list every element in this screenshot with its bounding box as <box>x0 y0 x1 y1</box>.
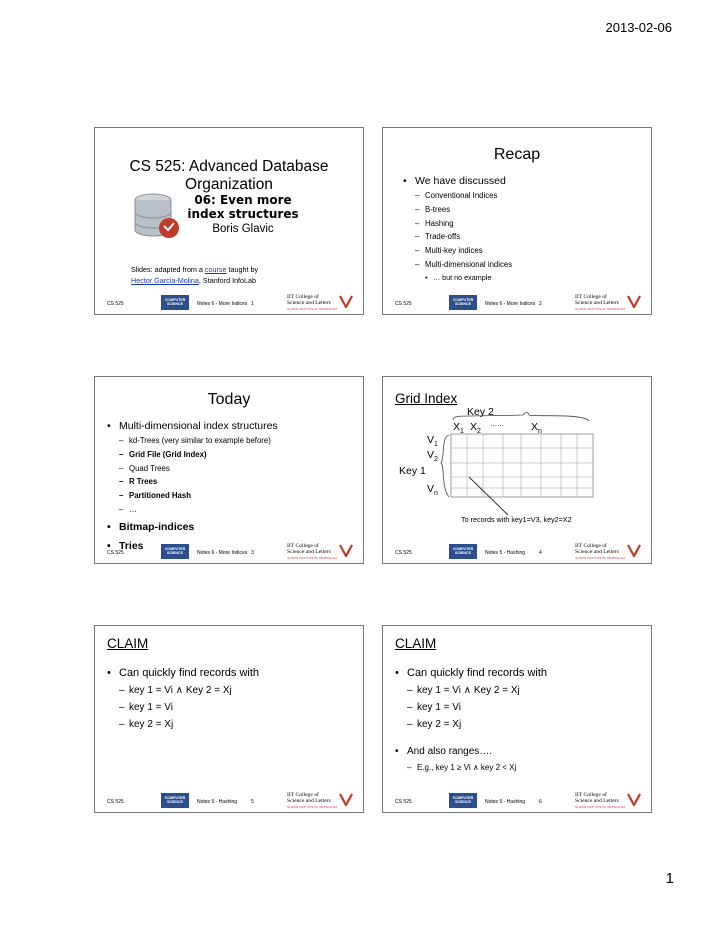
grid-diagram <box>383 377 651 563</box>
list-item: – Partitioned Hash <box>107 489 357 503</box>
list-item: – kd-Trees (very similar to example before) <box>107 434 357 448</box>
footer-notes: Notes 6 - More Indices <box>197 301 248 307</box>
cs-logo: COMPUTER SCIENCE <box>449 295 477 310</box>
footer-number: 3 <box>251 550 254 556</box>
list-item: – key 1 = Vi ∧ Key 2 = Xj <box>107 682 357 699</box>
iit-logo-icon <box>339 793 353 806</box>
list-item: – … <box>107 503 357 517</box>
slide-title: CS 525: Advanced Database Organization <box>129 158 329 193</box>
slide-title: Recap <box>493 146 541 163</box>
footer-notes: Notes 6 - More Indices <box>485 301 536 307</box>
iit-line2: Science and Letters <box>575 797 619 804</box>
grid-frame <box>451 434 593 497</box>
pointer-line <box>469 477 508 515</box>
iit-logo-icon <box>339 544 353 557</box>
cs-logo: COMPUTER SCIENCE <box>449 793 477 808</box>
author-link[interactable]: Hector Garcia-Molina <box>131 275 199 285</box>
footer-number: 2 <box>539 301 542 307</box>
slide-footer <box>95 792 363 812</box>
footer-course: CS 525 <box>107 799 124 805</box>
iit-line2: Science and Letters <box>287 548 331 555</box>
slide-subtitle: 06: Even more index structures <box>187 193 299 221</box>
iit-logo-text <box>575 793 619 804</box>
list-item: – Hashing <box>403 217 643 231</box>
xn-sub: n <box>538 428 542 436</box>
iit-logo-text <box>287 544 331 555</box>
iit-logo-text <box>287 793 331 804</box>
page-number: 1 <box>665 870 674 887</box>
course-link[interactable]: course <box>204 265 227 274</box>
footer-notes: Notes 5 - Hashing <box>485 799 526 805</box>
vn-sub: n <box>434 490 438 498</box>
list-item: – Multi-key indices <box>403 244 643 258</box>
footer-course: CS 525 <box>107 550 124 556</box>
page-date: 2013-02-06 <box>605 20 672 35</box>
cs-logo: COMPUTER SCIENCE <box>449 544 477 559</box>
iit-logo-text <box>575 544 619 555</box>
footer-number: 1 <box>251 301 254 307</box>
author: Boris Glavic <box>212 223 274 235</box>
slide-footer <box>383 543 651 563</box>
list-item: – key 2 = Xj <box>395 716 645 733</box>
list-item: • We have discussed <box>403 174 643 189</box>
x1-sub: 1 <box>460 428 464 436</box>
iit-logo-icon <box>627 793 641 806</box>
v2-text: V <box>427 449 435 461</box>
bullet-list <box>107 664 357 733</box>
slide-title: Grid Index <box>395 391 458 406</box>
credit <box>131 265 258 286</box>
iit-sub: ILLINOIS INSTITUTE OF TECHNOLOGY <box>287 806 338 809</box>
grid-caption: To records with key1=V3, key2=X2 <box>461 515 572 524</box>
slide-title: CLAIM <box>107 636 149 651</box>
iit-sub: ILLINOIS INSTITUTE OF TECHNOLOGY <box>287 308 338 311</box>
slide-footer <box>383 792 651 812</box>
list-item: – Quad Trees <box>107 462 357 476</box>
list-item: • Bitmap-indices <box>107 520 357 535</box>
slide-footer <box>95 294 363 314</box>
credit-mid: taught by <box>226 265 259 274</box>
slide-title: CLAIM <box>395 636 437 651</box>
list-item: – key 2 = Xj <box>107 716 357 733</box>
list-item: • And also ranges…. <box>395 743 645 761</box>
list-item: – key 1 = Vi <box>395 699 645 716</box>
credit-prefix: Slides: adapted from a <box>131 265 205 274</box>
footer-number: 6 <box>539 799 542 805</box>
footer-course: CS 525 <box>395 799 412 805</box>
bullet-list <box>395 664 645 775</box>
iit-line2: Science and Letters <box>287 797 331 804</box>
footer-notes: Notes 5 - Hashing <box>197 799 238 805</box>
list-item: • … but no example <box>403 272 643 284</box>
iit-line2: Science and Letters <box>287 299 331 306</box>
database-icon <box>131 190 181 242</box>
key1-label: Key 1 <box>399 465 426 477</box>
grid-lines <box>451 434 593 497</box>
footer-notes: Notes 5 - Hashing <box>485 550 526 556</box>
iit-line1: IIT College of <box>287 543 319 549</box>
list-item: • Can quickly find records with <box>107 664 357 682</box>
iit-line1: IIT College of <box>575 792 607 798</box>
footer-number: 5 <box>251 799 254 805</box>
iit-logo-text <box>287 295 331 306</box>
x1-text: X <box>453 421 461 433</box>
cs-logo: COMPUTER SCIENCE <box>161 544 189 559</box>
iit-line1: IIT College of <box>287 294 319 300</box>
iit-logo-icon <box>627 295 641 308</box>
iit-line2: Science and Letters <box>575 299 619 306</box>
footer-course: CS 525 <box>107 301 124 307</box>
x2-text: X <box>470 421 478 433</box>
iit-line2: Science and Letters <box>575 548 619 555</box>
list-item: – R Trees <box>107 475 357 489</box>
list-item: – B-trees <box>403 203 643 217</box>
cs-logo: COMPUTER SCIENCE <box>161 793 189 808</box>
iit-logo-icon <box>339 295 353 308</box>
credit-suffix: , Stanford InfoLab <box>198 275 257 285</box>
slide-5 <box>94 625 364 813</box>
v1-sub: 1 <box>434 441 438 449</box>
list-item: – Grid File (Grid Index) <box>107 448 357 462</box>
key1-brace <box>441 435 449 497</box>
slide-3 <box>94 376 364 564</box>
footer-notes: Notes 6 - More Indices <box>197 550 248 556</box>
x2-sub: 2 <box>477 428 481 436</box>
vn-text: V <box>427 483 435 495</box>
iit-sub: ILLINOIS INSTITUTE OF TECHNOLOGY <box>575 308 626 311</box>
footer-course: CS 525 <box>395 550 412 556</box>
iit-line1: IIT College of <box>575 543 607 549</box>
list-item: – key 1 = Vi <box>107 699 357 716</box>
list-item: – Conventional Indices <box>403 189 643 203</box>
slide-4 <box>382 376 652 564</box>
slide-6 <box>382 625 652 813</box>
iit-sub: ILLINOIS INSTITUTE OF TECHNOLOGY <box>575 557 626 560</box>
xn-text: X <box>531 421 539 433</box>
slide-footer <box>383 294 651 314</box>
iit-logo-text <box>575 295 619 306</box>
bullet-list <box>107 419 357 554</box>
v1-text: V <box>427 434 435 446</box>
key2-label: Key 2 <box>467 406 494 418</box>
key2-brace <box>453 412 589 421</box>
slide-title: Today <box>207 391 251 408</box>
list-item: – key 1 = Vi ∧ Key 2 = Xj <box>395 682 645 699</box>
slide-1 <box>94 127 364 315</box>
footer-number: 4 <box>539 550 542 556</box>
iit-sub: ILLINOIS INSTITUTE OF TECHNOLOGY <box>575 806 626 809</box>
dots-label: …… <box>490 421 504 428</box>
list-item: • Tries <box>107 539 357 554</box>
iit-logo-icon <box>627 544 641 557</box>
v2-sub: 2 <box>434 456 438 464</box>
footer-course: CS 525 <box>395 301 412 307</box>
list-item: – Multi-dimensional indices <box>403 258 643 272</box>
list-item: – Trade-offs <box>403 230 643 244</box>
slide-2 <box>382 127 652 315</box>
iit-sub: ILLINOIS INSTITUTE OF TECHNOLOGY <box>287 557 338 560</box>
slide-footer <box>95 543 363 563</box>
bullet-list <box>403 174 643 284</box>
list-item: • Multi-dimensional index structures <box>107 419 357 434</box>
iit-line1: IIT College of <box>287 792 319 798</box>
list-item: – E.g., key 1 ≥ Vi ∧ key 2 < Xj <box>395 761 645 775</box>
list-item: • Can quickly find records with <box>395 664 645 682</box>
iit-line1: IIT College of <box>575 294 607 300</box>
cs-logo: COMPUTER SCIENCE <box>161 295 189 310</box>
